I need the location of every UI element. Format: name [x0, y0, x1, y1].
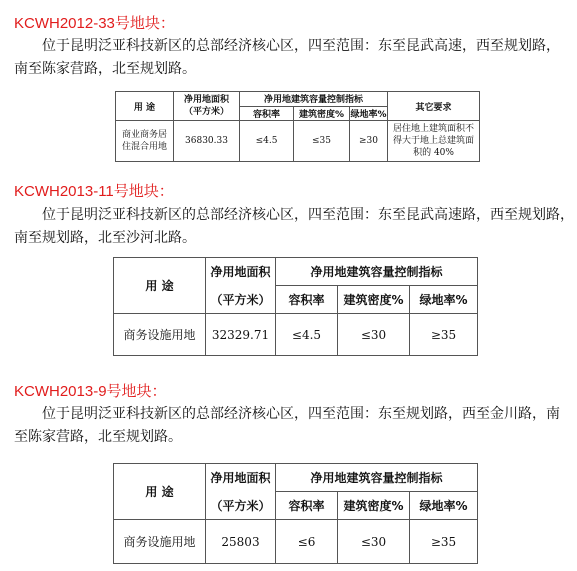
cell-area: 32329.71: [206, 314, 276, 356]
description-line: 位于昆明泛亚科技新区的总部经济核心区，四至范围：东至昆武高速，西至规划路，: [42, 38, 560, 54]
plot-heading: KCWH2013-11号地块：: [14, 183, 174, 200]
header-other: 其它要求: [388, 92, 480, 121]
plot-description: [14, 403, 570, 449]
header-density: 建筑密度%: [338, 492, 410, 520]
cell-green: ≥35: [410, 314, 478, 356]
header-area-unit: （平方米）: [206, 286, 276, 314]
cell-area: 36830.33: [174, 121, 240, 162]
header-density: 建筑密度%: [294, 106, 350, 121]
cell-far: ≤6: [276, 520, 338, 564]
header-use: 用 途: [114, 258, 206, 314]
cell-density: ≤30: [338, 314, 410, 356]
plot-description: [14, 204, 574, 250]
description-line: 位于昆明泛亚科技新区的总部经济核心区，四至范围：东至规划路，西至金川路，南: [42, 406, 560, 422]
description-line: 南至规划路，北至沙河北路。: [14, 230, 196, 246]
header-far: 容积率: [240, 106, 294, 121]
header-use: 用 途: [114, 464, 206, 520]
header-use: 用 途: [116, 92, 174, 121]
cell-green: ≥35: [410, 520, 478, 564]
cell-use: 商业商务居住混合用地: [116, 121, 174, 162]
header-area: 净用地面积: [206, 464, 276, 492]
cell-use: 商务设施用地: [114, 314, 206, 356]
cell-far: ≤4.5: [240, 121, 294, 162]
cell-density: ≤30: [338, 520, 410, 564]
cell-use: 商务设施用地: [114, 520, 206, 564]
header-area: 净用地面积: [206, 258, 276, 286]
cell-other: 居住地上建筑面积不得大于地上总建筑面积的 40%: [388, 121, 480, 162]
header-green: 绿地率%: [410, 492, 478, 520]
header-far: 容积率: [276, 492, 338, 520]
header-density: 建筑密度%: [338, 286, 410, 314]
cell-density: ≤35: [294, 121, 350, 162]
header-far: 容积率: [276, 286, 338, 314]
cell-green: ≥30: [350, 121, 388, 162]
description-line: 位于昆明泛亚科技新区的总部经济核心区，四至范围：东至昆武高速路，西至规划路，: [42, 207, 574, 223]
header-group: 净用地建筑容量控制指标: [276, 258, 478, 286]
cell-far: ≤4.5: [276, 314, 338, 356]
description-line: 南至陈家营路，北至规划路。: [14, 61, 196, 77]
header-green: 绿地率%: [410, 286, 478, 314]
plot-heading: KCWH2012-33号地块：: [14, 15, 175, 32]
plot-description: [14, 35, 570, 81]
header-group: 净用地建筑容量控制指标: [276, 464, 478, 492]
indicator-table: [113, 463, 478, 564]
cell-area: 25803: [206, 520, 276, 564]
header-area: 净用地面积（平方米）: [174, 92, 240, 121]
header-green: 绿地率%: [350, 106, 388, 121]
header-area-unit: （平方米）: [206, 492, 276, 520]
indicator-table: [115, 91, 480, 162]
indicator-table: [113, 257, 478, 356]
plot-heading: KCWH2013-9号地块：: [14, 383, 167, 400]
header-group: 净用地建筑容量控制指标: [240, 92, 388, 107]
description-line: 至陈家营路，北至规划路。: [14, 429, 182, 445]
